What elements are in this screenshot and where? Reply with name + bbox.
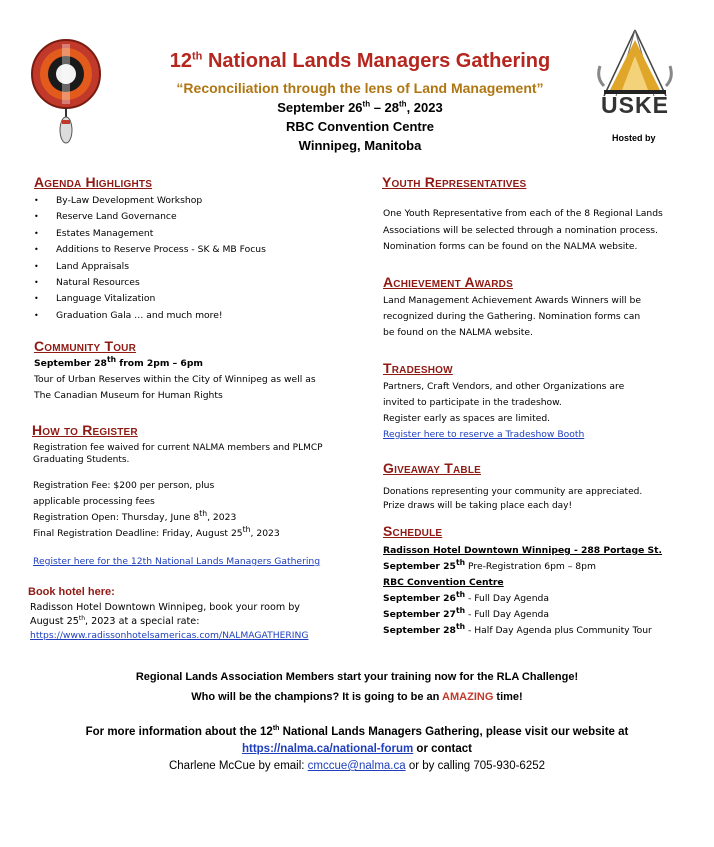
schedule-item: September 25th Pre-Registration 6pm – 8pm bbox=[383, 557, 596, 572]
hosted-by-label: Hosted by bbox=[612, 133, 656, 143]
youth-line: One Youth Representative from each of the 8 Regional Lands bbox=[383, 208, 663, 219]
rla-challenge bbox=[20, 667, 694, 707]
tradeshow-body bbox=[383, 379, 703, 443]
youth-line: Associations will be selected through a nomination process. bbox=[383, 224, 658, 236]
hotel-link[interactable]: https://www.radissonhotelsamericas.com/NALMAGATHERING bbox=[30, 630, 309, 641]
achievement-body bbox=[383, 293, 703, 341]
list-item: • Additions to Reserve Process - SK & MB Focus bbox=[34, 242, 354, 258]
tradeshow-line: Partners, Craft Vendors, and other Organizations are bbox=[383, 381, 625, 392]
event-title: 12th National Lands Managers Gathering bbox=[169, 50, 551, 72]
event-city: Winnipeg, Manitoba bbox=[298, 138, 422, 153]
tradeshow-line: invited to participate in the tradeshow. bbox=[383, 397, 562, 408]
tradeshow-link[interactable]: Register here to reserve a Tradeshow Booth bbox=[383, 429, 585, 440]
register-details bbox=[33, 478, 363, 542]
schedule-item: September 27th - Full Day Agenda bbox=[383, 605, 549, 620]
email-link[interactable]: cmccue@nalma.ca bbox=[307, 760, 406, 772]
giveaway-line: Donations representing your community are appreciated. bbox=[383, 487, 643, 497]
register-link[interactable]: Register here for the 12th National Lands Managers Gathering bbox=[33, 556, 321, 567]
hotel-heading: Book hotel here: bbox=[28, 586, 115, 598]
youth-heading: Youth Representatives bbox=[382, 174, 527, 190]
giveaway-heading: Giveaway Table bbox=[383, 460, 482, 476]
agenda-heading: Agenda Highlights bbox=[34, 174, 153, 190]
list-item: • Estates Management bbox=[34, 226, 354, 242]
achievement-line: be found on the NALMA website. bbox=[383, 327, 533, 338]
event-dates: September 26th – 28th, 2023 bbox=[277, 99, 443, 115]
footer-line: For more information about the 12th National Lands Managers Gathering, please visit our website at bbox=[85, 725, 629, 738]
register-fee-2: applicable processing fees bbox=[33, 496, 155, 507]
website-link[interactable]: https://nalma.ca/national-forum bbox=[241, 743, 414, 755]
list-item: • Land Appraisals bbox=[34, 259, 354, 275]
achievement-line: recognized during the Gathering. Nomination forms can bbox=[383, 311, 641, 322]
register-open: Registration Open: Thursday, June 8th, 2023 bbox=[33, 508, 237, 523]
youth-body bbox=[383, 206, 703, 256]
register-deadline: Final Registration Deadline: Friday, August 25th, 2023 bbox=[33, 524, 280, 539]
event-dates-block bbox=[160, 98, 560, 155]
rla-line: Regional Lands Association Members start your training now for the RLA Challenge! bbox=[135, 671, 579, 683]
footer-contact bbox=[10, 724, 704, 775]
schedule-venue: RBC Convention Centre bbox=[383, 577, 504, 588]
schedule-venue: Radisson Hotel Downtown Winnipeg - 288 Portage St. bbox=[383, 545, 663, 556]
list-item: • Natural Resources bbox=[34, 275, 354, 291]
giveaway-body bbox=[383, 485, 703, 513]
nalma-logo bbox=[28, 36, 104, 146]
footer-line: Charlene McCue by email: cmccue@nalma.ca or by calling 705-930-6252 bbox=[168, 760, 546, 772]
list-item: • Language Vitalization bbox=[34, 291, 354, 307]
uske-logo bbox=[596, 26, 674, 126]
hotel-line: Radisson Hotel Downtown Winnipeg, book your room by bbox=[30, 602, 300, 613]
achievement-line: Land Management Achievement Awards Winners will be bbox=[383, 295, 642, 306]
community-tour-line: Tour of Urban Reserves within the City of Winnipeg as well as bbox=[34, 374, 316, 385]
community-tour-body bbox=[34, 356, 364, 404]
uske-logo-text: USKE bbox=[601, 92, 669, 118]
event-venue: RBC Convention Centre bbox=[285, 119, 435, 134]
schedule-heading: Schedule bbox=[383, 523, 443, 539]
tradeshow-heading: Tradeshow bbox=[383, 360, 453, 376]
community-tour-date: September 28th from 2pm – 6pm bbox=[34, 354, 203, 369]
tradeshow-line: Register early as spaces are limited. bbox=[383, 413, 551, 424]
register-waived-text: Registration fee waived for current NALMA members and PLMCP Graduating Students. bbox=[33, 443, 323, 465]
giveaway-line: Prize draws will be taking place each day! bbox=[383, 501, 573, 511]
hotel-body bbox=[30, 601, 370, 643]
schedule-item: September 26th - Full Day Agenda bbox=[383, 589, 549, 604]
community-tour-line: The Canadian Museum for Human Rights bbox=[34, 390, 223, 401]
hotel-line: August 25th, 2023 at a special rate: bbox=[30, 614, 200, 627]
schedule-item: September 28th - Half Day Agenda plus Community Tour bbox=[383, 621, 652, 636]
youth-line: Nomination forms can be found on the NALMA website. bbox=[383, 241, 638, 252]
list-item: • Reserve Land Governance bbox=[34, 209, 354, 225]
community-tour-heading: Community Tour bbox=[34, 338, 137, 354]
register-heading: How to Register bbox=[32, 422, 138, 438]
achievement-heading: Achievement Awards bbox=[383, 274, 513, 290]
register-fee: Registration Fee: $200 per person, plus bbox=[33, 480, 215, 491]
rla-line: Who will be the champions? It is going to be an AMAZING time! bbox=[191, 691, 523, 703]
footer-line: https://nalma.ca/national-forum or contact bbox=[241, 743, 473, 755]
event-subtitle: “Reconciliation through the lens of Land Management” bbox=[176, 80, 544, 96]
list-item: • Graduation Gala … and much more! bbox=[34, 308, 354, 324]
schedule-body bbox=[383, 543, 703, 639]
agenda-list bbox=[34, 193, 354, 324]
list-item: • By-Law Development Workshop bbox=[34, 193, 354, 209]
